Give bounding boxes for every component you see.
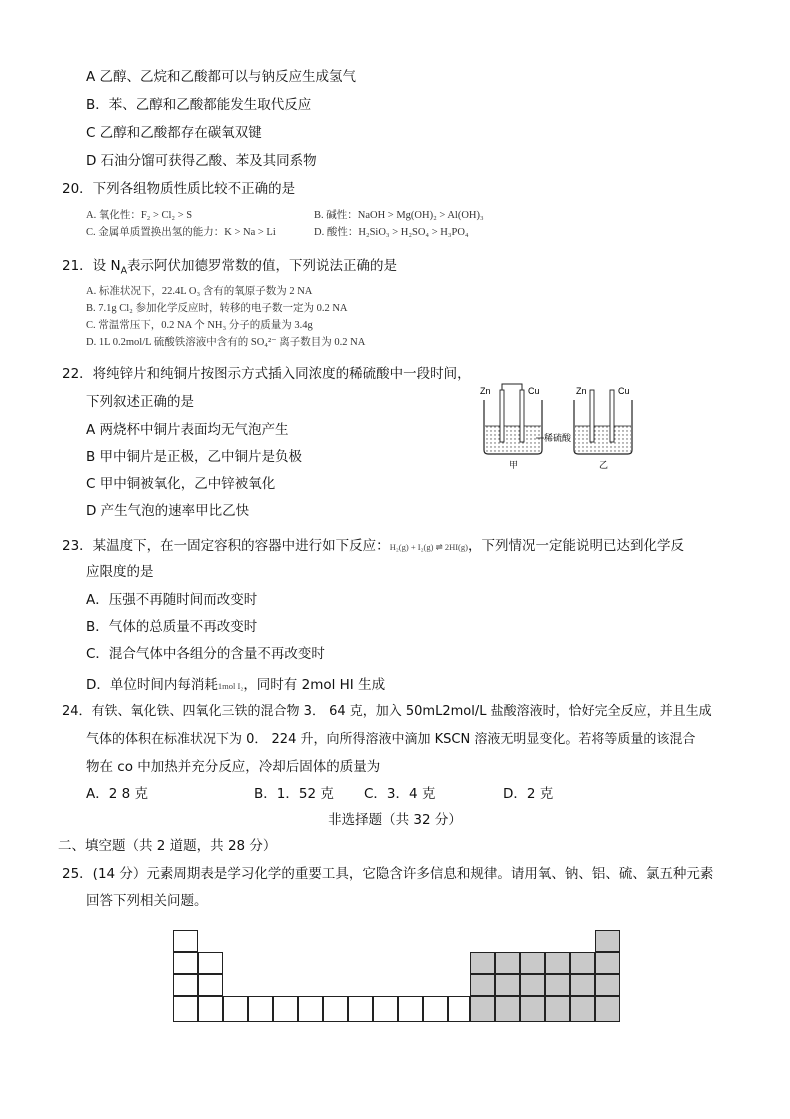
q24-stem-line3: 物在 co 中加热并充分反应，冷却后固体的质量为 bbox=[86, 759, 381, 775]
q19-option-d: D 石油分馏可获得乙酸、苯及其同系物 bbox=[86, 153, 317, 169]
q20-option-d: D. 酸性：H₂SiO₃ > H₂SO₄ > H₃PO₄ bbox=[314, 227, 469, 238]
q21-option-c: C. 常温常压下，0.2 NA 个 NH₃ 分子的质量为 3.4g bbox=[86, 320, 313, 331]
label-zn-1: Zn bbox=[480, 386, 491, 396]
q21-option-d: D. 1L 0.2mol/L 硫酸铁溶液中含有的 SO₄²⁻ 离子数目为 0.2 NA bbox=[86, 337, 366, 348]
q24-option-c: C．3．4 克 bbox=[364, 786, 436, 802]
q25-stem-line1: 25．(14 分）元素周期表是学习化学的重要工具，它隐含许多信息和规律。请用氧、钠、铝、硫、氯五种元素 bbox=[62, 866, 714, 882]
label-cu-1: Cu bbox=[528, 386, 540, 396]
q25-stem-line2: 回答下列相关问题。 bbox=[86, 893, 208, 909]
q21-option-a: A. 标准状况下，22.4L O₃ 含有的氧原子数为 2 NA bbox=[86, 286, 313, 297]
q22-option-c: C 甲中铜被氧化，乙中锌被氧化 bbox=[86, 476, 276, 492]
section-heading-fill-in: 二、填空题（共 2 道题，共 28 分） bbox=[58, 838, 277, 854]
section-heading-nonchoice: 非选择题（共 32 分） bbox=[328, 812, 462, 828]
q23-option-d: D．单位时间内每消耗1mol I₂，同时有 2mol HI 生成 bbox=[86, 677, 386, 693]
q20-option-c: C. 金属单质置换出氢的能力：K > Na > Li bbox=[86, 227, 276, 238]
galvanic-cell-figure bbox=[478, 378, 638, 473]
q22-option-a: A 两烧杯中铜片表面均无气泡产生 bbox=[86, 422, 289, 438]
q23-option-b: B．气体的总质量不再改变时 bbox=[86, 619, 258, 635]
q24-stem-line1: 24．有铁、氧化铁、四氧化三铁的混合物 3． 64 克，加入 50mL2mol/L 盐酸溶液时，恰好完全反应，并且生成 bbox=[62, 704, 712, 719]
q22-stem-line2: 下列叙述正确的是 bbox=[86, 394, 194, 410]
q23-option-c: C．混合气体中各组分的含量不再改变时 bbox=[86, 646, 325, 662]
periodic-table-outline bbox=[173, 930, 620, 1022]
label-dilute-acid: 稀硫酸 bbox=[544, 433, 572, 443]
label-zn-2: Zn bbox=[576, 386, 587, 396]
label-cu-2: Cu bbox=[618, 386, 630, 396]
q20-option-a: A. 氧化性：F₂ > Cl₂ > S bbox=[86, 210, 193, 221]
q19-option-a: A 乙醇、乙烷和乙酸都可以与钠反应生成氢气 bbox=[86, 69, 357, 85]
q20-option-b: B. 碱性：NaOH > Mg(OH)₂ > Al(OH)₃ bbox=[314, 210, 484, 221]
label-jia: 甲 bbox=[509, 460, 519, 470]
q19-option-c: C 乙醇和乙酸都存在碳氧双键 bbox=[86, 125, 262, 141]
q21-option-b: B. 7.1g Cl₂ 参加化学反应时，转移的电子数一定为 0.2 NA bbox=[86, 303, 348, 314]
q23-stem-line2: 应限度的是 bbox=[86, 564, 154, 580]
q24-option-b: B．1．52 克 bbox=[254, 786, 334, 802]
q23-option-a: A．压强不再随时间而改变时 bbox=[86, 592, 258, 608]
q24-option-a: A．2 8 克 bbox=[86, 786, 148, 802]
q20-stem: 20．下列各组物质性质比较不正确的是 bbox=[62, 181, 296, 197]
q24-option-d: D．2 克 bbox=[503, 786, 554, 802]
beaker-yi bbox=[574, 390, 632, 454]
q24-stem-line2: 气体的体积在标准状况下为 0． 224 升，向所得溶液中滴加 KSCN 溶液无明显变化。若将等质量的该混合 bbox=[86, 732, 696, 747]
q21-stem: 21．设 $N_A$表示阿伏加德罗常数的值，下列说法正确的是 bbox=[62, 258, 398, 277]
q22-option-b: B 甲中铜片是正极，乙中铜片是负极 bbox=[86, 449, 303, 465]
q22-stem-line1: 22．将纯锌片和纯铜片按图示方式插入同浓度的稀硫酸中一段时间， bbox=[62, 366, 471, 382]
label-yi: 乙 bbox=[599, 460, 609, 470]
q19-option-b: B．苯、乙醇和乙酸都能发生取代反应 bbox=[86, 97, 312, 113]
q22-option-d: D 产生气泡的速率甲比乙快 bbox=[86, 503, 250, 519]
q23-stem-line1: 23．某温度下，在一固定容积的容器中进行如下反应：H₂(g) + I₂(g) ⇌ 2HI(g)，下列情况一定能说明已达到化学反 bbox=[62, 538, 684, 554]
